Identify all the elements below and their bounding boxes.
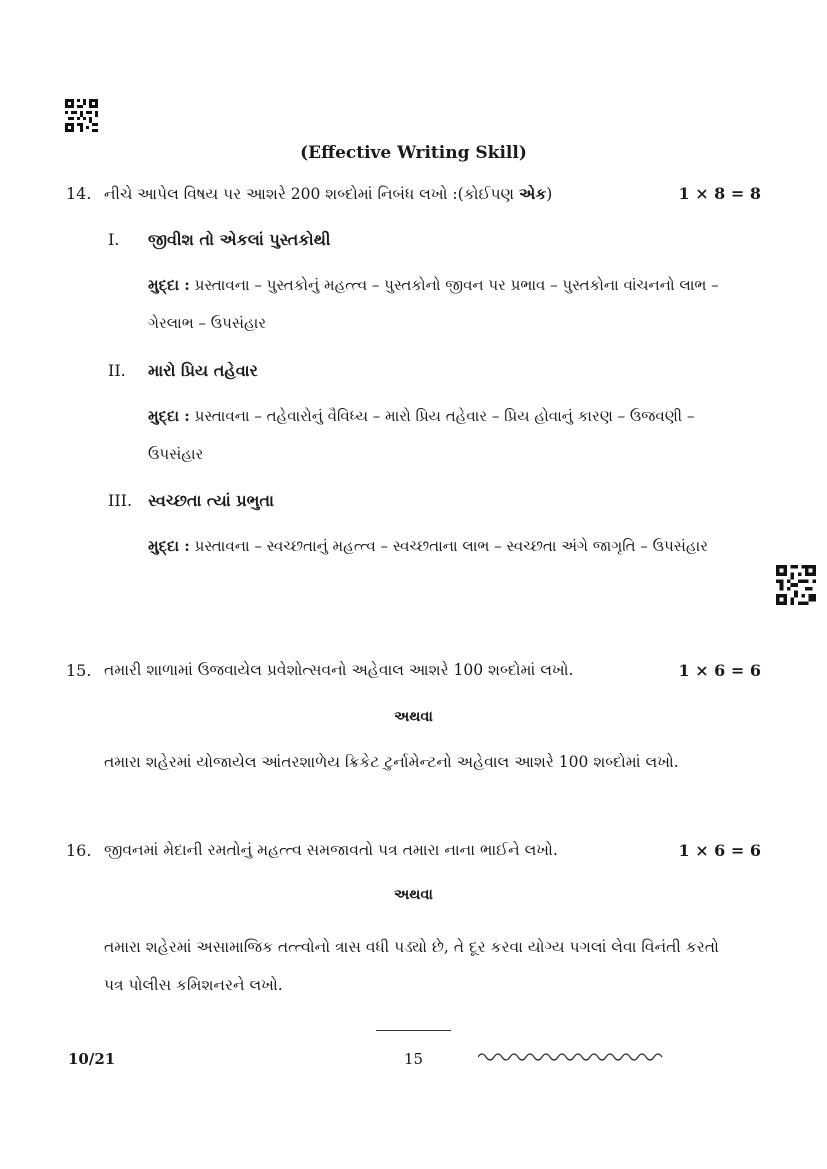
option-2-points-text: પ્રસ્તાવના – તહેવારોનું વૈવિધ્ય – મારો પ્રિય તહેવાર – પ્રિય હોવાનું કારણ – ઉજવણી – ઉપસંહાર <box>148 407 695 463</box>
question-16-or: અથવા <box>393 886 433 903</box>
question-15-marks: 1 × 6 = 6 <box>678 661 761 680</box>
option-2-topic: મારો પ્રિય તહેવાર <box>148 361 258 380</box>
option-2-numeral: II. <box>108 361 126 380</box>
paper-code: 10/21 <box>68 1050 116 1068</box>
question-15-alternative: તમારા શહેરમાં યોજાયેલ આંતરશાળેય ક્રિકેટ ટુર્નામેન્ટનો અહેવાલ આશરે 100 શબ્દોમાં લખો. <box>104 753 679 771</box>
question-16-number: 16. <box>66 841 92 860</box>
option-2-points <box>148 397 733 473</box>
question-16-marks: 1 × 6 = 6 <box>678 841 761 860</box>
question-16-text: જીવનમાં મેદાની રમતોનું મહત્ત્વ સમજાવતો પત્ર તમારા નાના ભાઈને લખો. <box>104 841 558 859</box>
question-15-number: 15. <box>66 661 92 680</box>
option-1-points <box>148 266 733 342</box>
question-15-text: તમારી શાળામાં ઉજવાયેલ પ્રવેશોત્સવનો અહેવાલ આશરે 100 શબ્દોમાં લખો. <box>104 661 574 679</box>
question-15-or: અથવા <box>393 708 433 725</box>
page-rule <box>376 1030 451 1031</box>
question-14-emphasis: એક <box>519 184 547 203</box>
qr-code-top <box>65 99 98 132</box>
question-14-text-main: નીચે આપેલ વિષય પર આશરે 200 શબ્દોમાં નિબંધ લખો :(કોઈપણ <box>104 185 519 203</box>
qr-code-side <box>776 565 816 605</box>
option-1-numeral: I. <box>108 230 120 249</box>
page-number: 15 <box>403 1050 424 1068</box>
section-title: (Effective Writing Skill) <box>300 143 527 163</box>
option-3-points <box>148 527 733 565</box>
option-3-numeral: III. <box>108 491 133 510</box>
option-1-points-text: પ્રસ્તાવના – પુસ્તકોનું મહત્ત્વ – પુસ્તકોનો જીવન પર પ્રભાવ – પુસ્તકોના વાંચનનો લાભ – ગેરલાભ – ઉપસંહાર <box>148 276 719 332</box>
option-1-topic: જીવીશ તો એકલાં પુસ્તકોથી <box>148 230 331 249</box>
option-3-points-label: મુદ્દા : <box>148 537 190 555</box>
option-1-points-label: મુદ્દા : <box>148 276 190 294</box>
option-2-points-label: મુદ્દા : <box>148 407 190 425</box>
option-3-topic: સ્વચ્છતા ત્યાં પ્રભુતા <box>148 491 274 510</box>
question-16-alternative: તમારા શહેરમાં અસામાજિક તત્ત્વોનો ત્રાસ વધી પડ્યો છે, તે દૂર કરવા યોગ્ય પગલાં લેવા વિનંતી કરતો પત્ર પોલીસ કમિશનરને લખો. <box>104 938 719 994</box>
question-14-text-end: ) <box>546 185 553 203</box>
question-14-number: 14. <box>66 184 92 203</box>
wavy-line-decoration <box>478 1050 668 1064</box>
option-3-points-text: પ્રસ્તાવના – સ્વચ્છતાનું મહત્ત્વ – સ્વચ્છતાના લાભ – સ્વચ્છતા અંગે જાગૃતિ – ઉપસંહાર <box>194 537 708 555</box>
question-14-marks: 1 × 8 = 8 <box>678 184 761 203</box>
question-14-text <box>104 184 552 204</box>
